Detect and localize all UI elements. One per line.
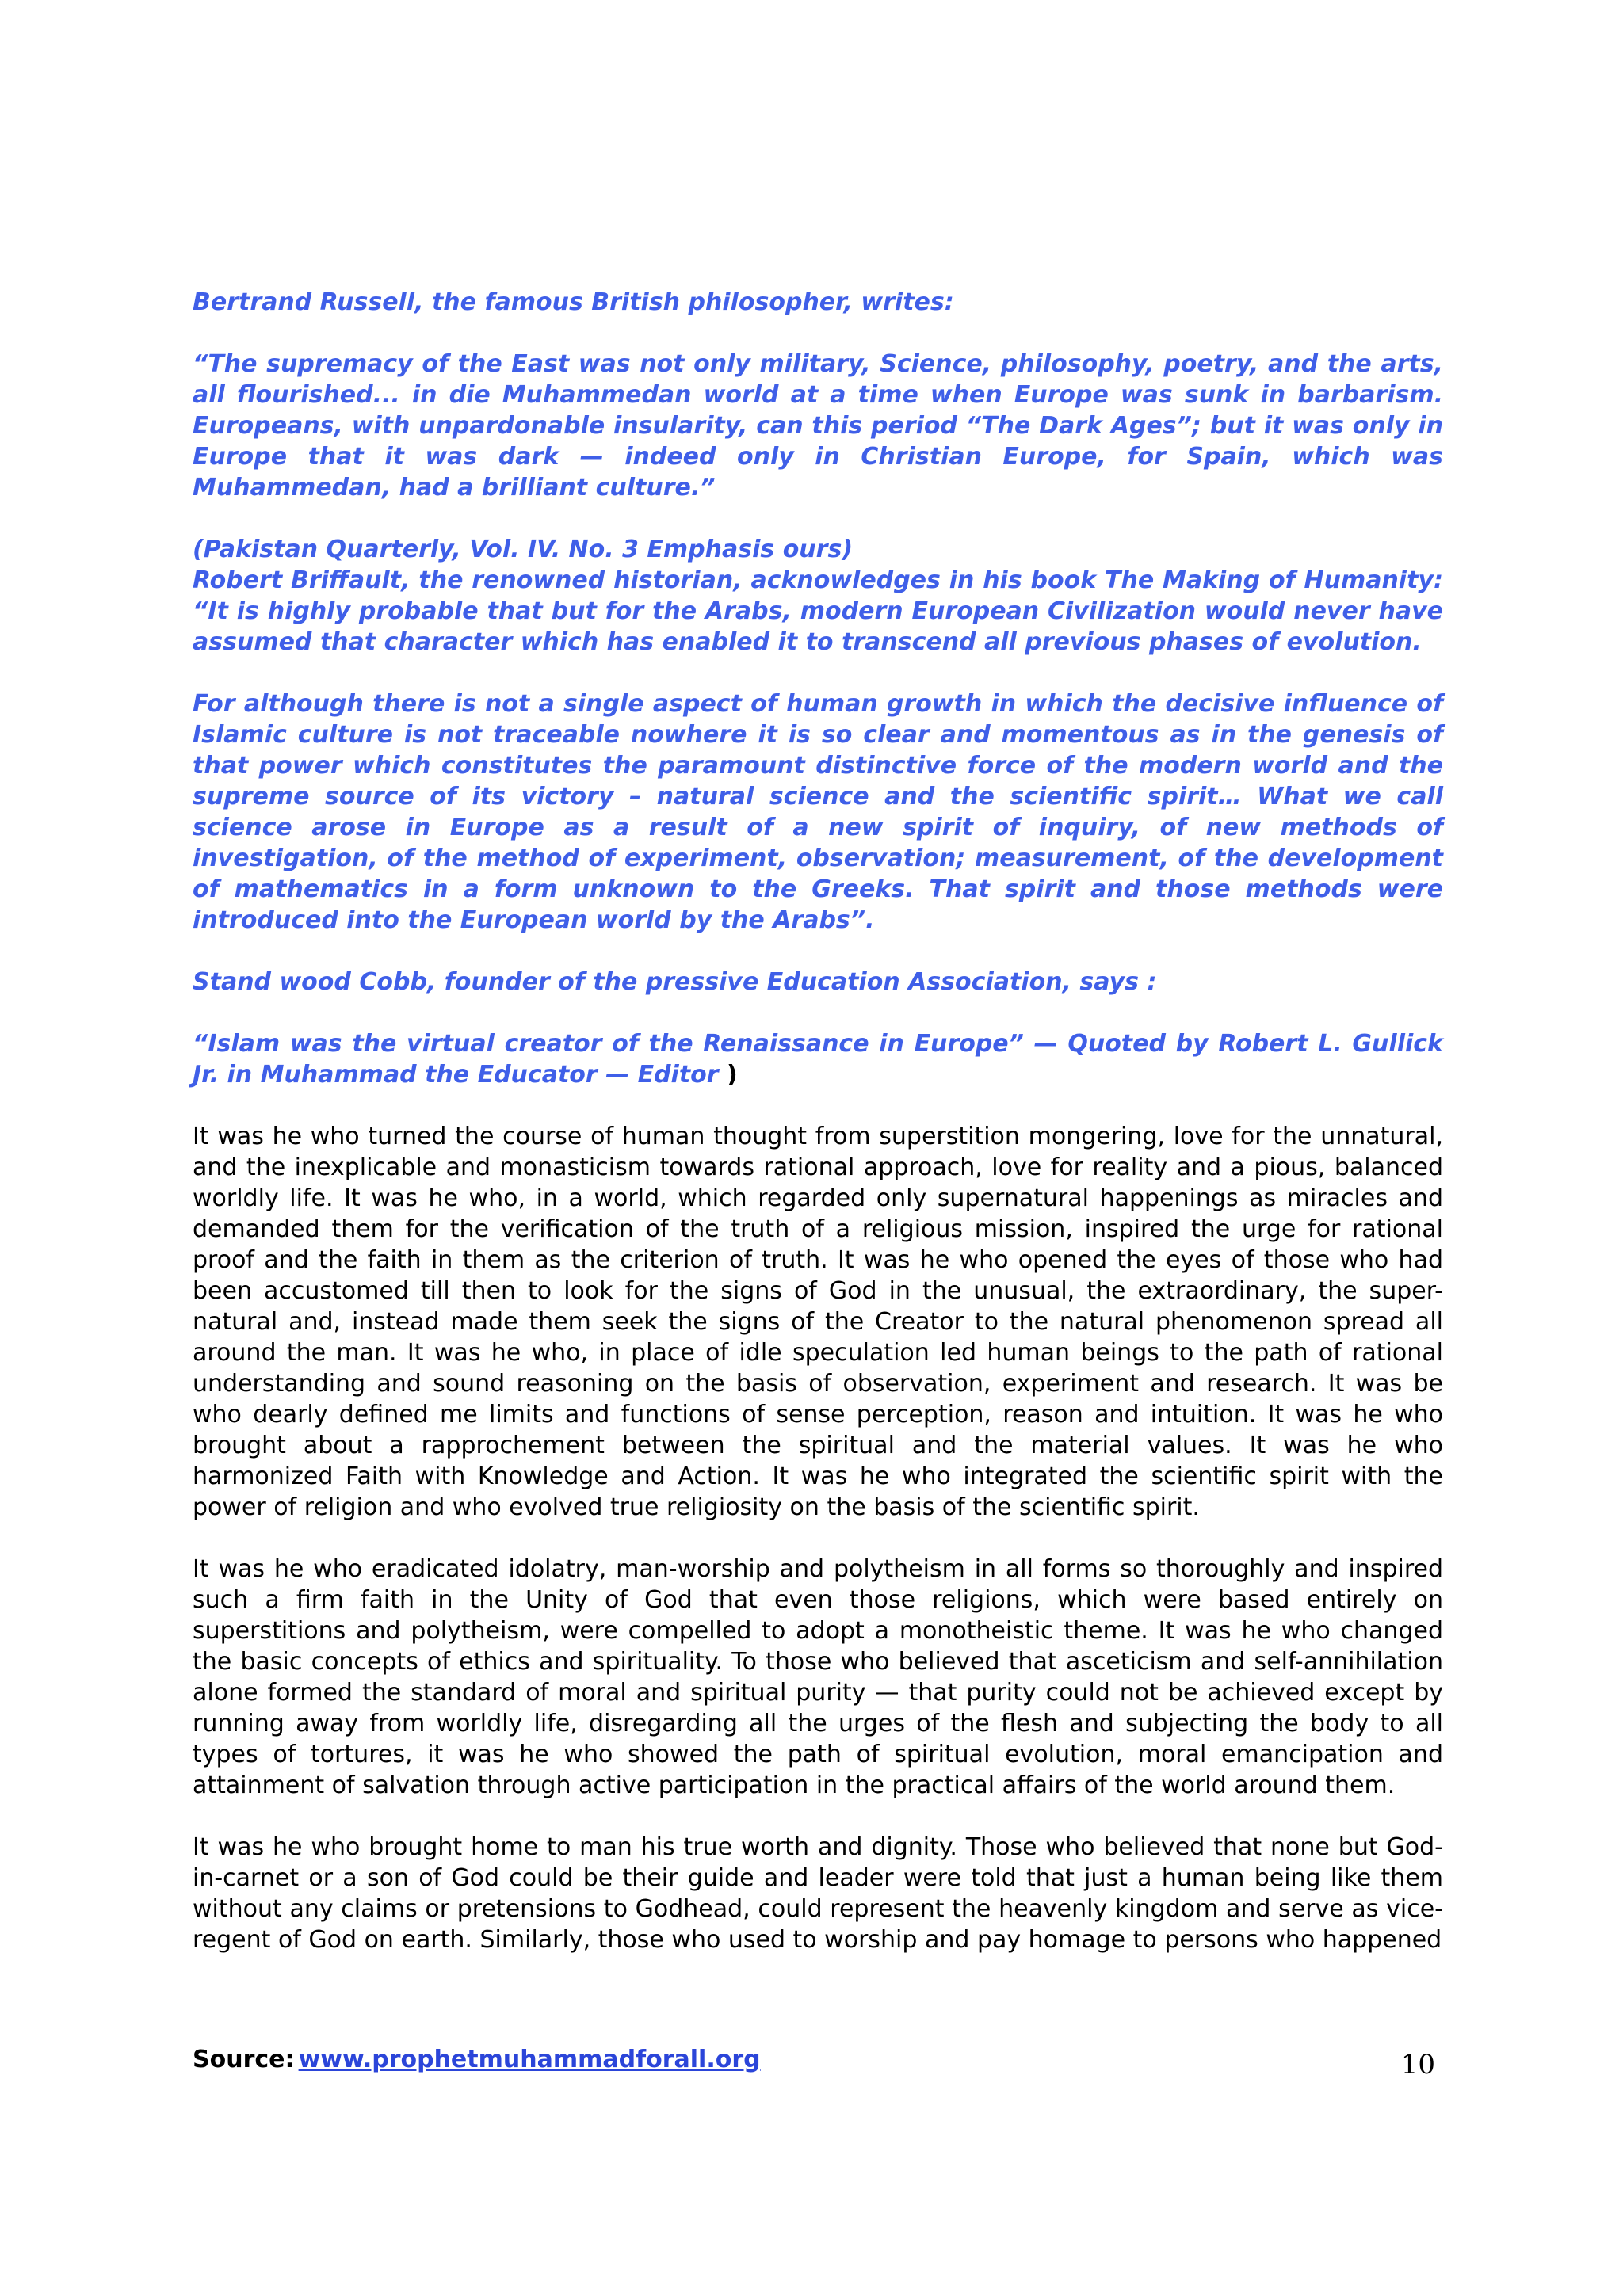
cobb-quote: “Islam was the virtual creator of the Renaissance in Europe” — Quoted by Robert L. Gullick Jr. in Muhammad the Educator — Editor xyxy=(193,1030,1443,1089)
cobb-paren: ) xyxy=(727,1061,738,1089)
cobb-quote-paragraph xyxy=(193,1028,1443,1090)
page-content xyxy=(193,287,1443,1986)
body-paragraph-3: It was he who brought home to man his true worth and dignity. Those who believed that none but God-in-carnet or a son of God could be their guide and leader were told that just a human being like them without any claims or pretensions to Godhead, could represent the heavenly kingdom and serve as vice-regent of God on earth. Similarly, those who used to worship and pay homage to persons who happened xyxy=(193,1833,1443,1954)
briffault-continued: For although there is not a single aspect of human growth in which the decisive influence of Islamic culture is not traceable nowhere it is so clear and momentous as in the genesis of that power which constitutes the paramount distinctive force of the modern world and the supreme source of its victory – natural science and the scientific spirit… What we call science arose in Europe as a result of a new spirit of inquiry, of new methods of investigation, of the method of experiment, observation; measurement, of the development of mathematics in a form unknown to the Greeks. That spirit and those methods were introduced into the European world by the Arabs”. xyxy=(193,690,1443,934)
briffault-quote: Robert Briffault, the renowned historian, acknowledges in his book The Making of Humanity: “It is highly probable that but for the Arabs, modern European Civilization would never have assumed that character which has enabled it to transcend all previous phases of evolution. xyxy=(193,566,1443,656)
source-link[interactable]: www.prophetmuhammadforall.org xyxy=(298,2046,761,2073)
page-footer xyxy=(193,2046,1443,2085)
russell-intro: Bertrand Russell, the famous British philosopher, writes: xyxy=(193,288,954,316)
source-label: Source: xyxy=(193,2046,295,2073)
russell-source: (Pakistan Quarterly, Vol. IV. No. 3 Emphasis ours) xyxy=(193,536,854,563)
body-paragraph-2: It was he who eradicated idolatry, man-worship and polytheism in all forms so thoroughly and inspired such a firm faith in the Unity of God that even those religions, which were based entirely on superstitions and polytheism, were compelled to adopt a monotheistic theme. It was he who changed the basic concepts of ethics and spirituality. To those who believed that asceticism and self-annihilation alone formed the standard of moral and spiritual purity — that purity could not be achieved except by running away from worldly life, disregarding all the urges of the flesh and subjecting the body to all types of tortures, it was he who showed the path of spiritual evolution, moral emancipation and attainment of salvation through active participation in the practical affairs of the world around them. xyxy=(193,1555,1443,1799)
cobb-intro: Stand wood Cobb, founder of the pressive Education Association, says : xyxy=(193,968,1157,996)
russell-quote: “The supremacy of the East was not only military, Science, philosophy, poetry, and the arts, all flourished... in die Muhammedan world at a time when Europe was sunk in barbarism. Europeans, with unpardonable insularity, can this period “The Dark Ages”; but it was only in Europe that it was dark — indeed only in Christian Europe, for Spain, which was Muhammedan, had a brilliant culture.” xyxy=(193,350,1443,502)
body-paragraph-1: It was he who turned the course of human thought from superstition mongering, love for the unnatural, and the inexplicable and monasticism towards rational approach, love for reality and a pious, balanced worldly life. It was he who, in a world, which regarded only supernatural happenings as miracles and demanded them for the verification of the truth of a religious mission, inspired the urge for rational proof and the faith in them as the criterion of truth. It was he who opened the eyes of those who had been accustomed till then to look for the signs of God in the unusual, the extraordinary, the super-natural and, instead made them seek the signs of the Creator to the natural phenomenon spread all around the man. It was he who, in place of idle speculation led human beings to the path of rational understanding and sound reasoning on the basis of observation, experiment and research. It was be who dearly defined me limits and functions of sense perception, reason and intuition. It was he who brought about a rapprochement between the spiritual and the material values. It was he who harmonized Faith with Knowledge and Action. It was he who integrated the scientific spirit with the power of religion and who evolved true religiosity on the basis of the scientific spirit. xyxy=(193,1123,1443,1521)
page-number: 10 xyxy=(1400,2049,1435,2081)
